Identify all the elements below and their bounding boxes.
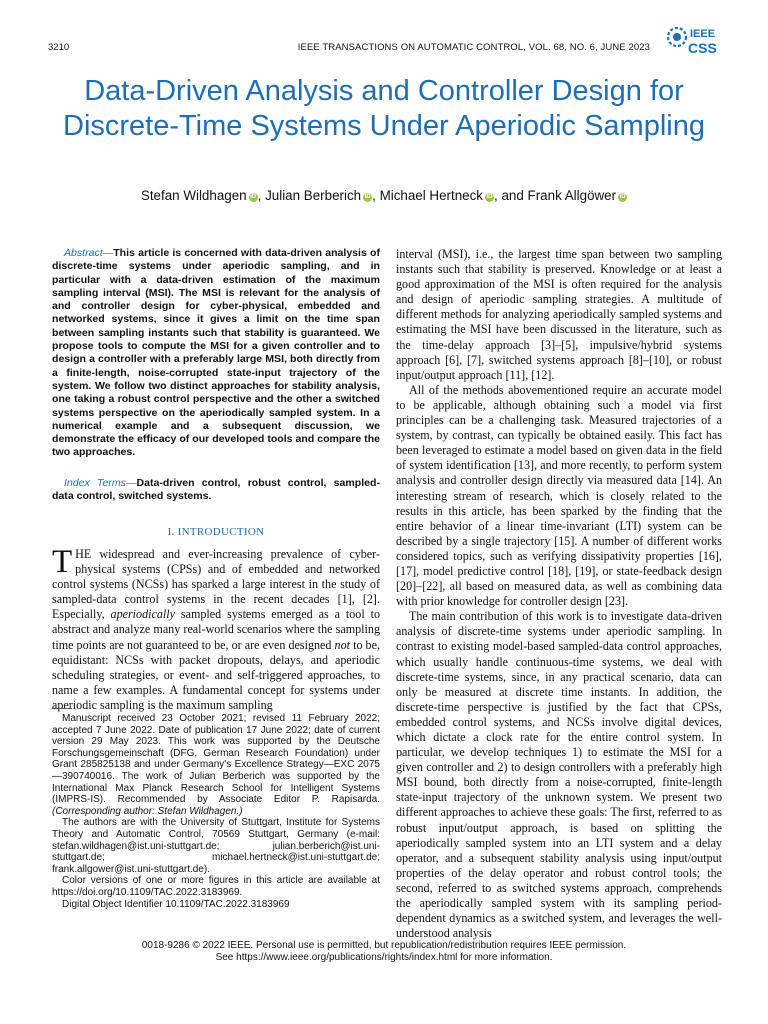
intro-text: widespread and ever-increasing prevalence of cyber-physical systems (CPSs) and of embedded and networked control systems (NCSs) has sparked a large interest in the study of sampled-data control systems in the recent decades [1], [2]. Especially, [52,547,380,622]
paper-title: Data-Driven Analysis and Controller Design for Discrete-Time Systems Under Aperiodic Sampling [63,75,705,142]
author-separator: , [372,188,380,203]
ieee-logo-icon [666,26,688,48]
index-terms-text: Data-driven control, robust control, sampled-data control, switched systems. [52,477,380,503]
introduction-paragraph [52,544,380,713]
author-name: Michael Hertneck [379,188,484,203]
body-paragraph: All of the methods abovementioned require an accurate model to be applicable, although obtaining such a model via first principles can be a challenging task. Measured trajectories of a system, by contrast, can typically be obtained easily. This fact has been leveraged to estimate a model based on given data in the field of system identification [13], and more recently, to perform system analysis and controller design directly via measured data [14]. An interesting stream of research, which is closely related to the results in this article, has been sparked by the finding that the entire behavior of a linear time-invariant (LTI) system can be described by a single trajectory [15]. A number of different works considered topics, such as verifying dissipativity properties [16], [17], model predictive control [18], [19], or state-feedback design [20]–[22], all based on measured data, as well as combining data with prior knowledge for controller design [23]. [396,382,722,609]
orcid-icon[interactable]: iD [486,194,493,200]
author-separator: , and [494,188,528,203]
intro-text: to be, equidistant: NCSs with packet dropouts, delays, and aperiodic scheduling strategies, or event- and self-triggered approaches, to name a few examples. A fundamental concept for systems under aperiodic sampling is the maximum sampling [52,637,380,712]
intro-text: sampled systems emerged as a tool to abstract and analyze many real-world scenarios where the sampling time points are not guaranteed to be, or are even designed [52,607,380,652]
author-separator: , [257,188,266,203]
abstract-text: This article is concerned with data-driven analysis of discrete-time systems under aperiodic sampling, and in particular with a data-driven estimation of the maximum sampling interval (MSI). The MSI is relevant for the analysis of and controller design for cyber-physical, embedded and networked systems, since it gives a limit on the time span between sampling instants such that stability is guaranteed. We propose tools to compute the MSI for a given controller and to design a controller with a preferably large MSI, both directly from a finite-length, noise-corrupted state-input trajectory of the system. We follow two distinct approaches for stability analysis, one taking a robust control perspective and the other a switched systems perspective on the aperiodically sampled system. In a numerical example and a subsequent discussion, we demonstrate the efficacy of our developed tools and compare the two approaches. [52,247,380,459]
intro-emphasis: not [334,637,351,652]
section-heading-rest: NTRODUCTION [181,526,265,538]
footnote-doi: Digital Object Identifier 10.1109/TAC.2022.3183969 [62,898,290,910]
section-heading-introduction [52,526,380,538]
footnotes [52,713,380,910]
copyright-line: 0018-9286 © 2022 IEEE. Personal use is permitted, but republication/redistribution requires IEEE permission. [141,940,627,951]
footnote-manuscript [52,713,380,817]
body-paragraph: The main contribution of this work is to investigate data-driven analysis of discrete-time systems under aperiodic sampling. In contrast to existing model-based sampled-data control approaches, which usually handle continuous-time systems, we deal with discrete-time systems, since, in any practical scenario, data can only be measured at discrete time instants. In addition, the discrete-time perspective is justified by the fact that CPSs, embedded control systems, and NCSs involve digital devices, which dictate a clock rate for the entire control system. In particular, we develop techniques 1) to estimate the MSI for a given controller and 2) to design controllers with a preferably high MSI bound, both directly from a noise-corrupted, finite-length state-input trajectory of the unknown system. We present two different approaches to achieve these goals: The first, referred to as robust input/output approach, is based on splitting the aperiodically sampled system into an LTI system and a delay operator, and a subsequent stability analysis using input/output properties of the delay operator and robust control tools; the second, referred to as switched systems approach, comprehends the aperiodically sampled system with its sampling period-dependent dynamics as a switched system, and leverages the well-understood analysis [396,609,722,941]
orcid-icon[interactable]: iD [250,194,257,200]
logo-css-text: CSS [688,40,717,56]
orcid-icon[interactable]: iD [364,194,371,200]
abstract-label: Abstract— [64,247,114,259]
intro-emphasis: aperiodically [110,607,175,622]
footnote-affiliation: The authors are with the University of Stuttgart, Institute for Systems Theory and Automatic Control, 70569 Stuttgart, Germany (e-mail: stefan.wildhagen@ist.uni-stuttgart.de; julian.berberich@ist.uni-stuttgart.de; michael.hertneck@ist.uni-stuttgart.de; frank.allgower@ist.uni-stuttgart.de). [52,817,380,875]
author-list [60,188,708,203]
author-name: Stefan Wildhagen [140,188,247,203]
section-number: I. [167,526,175,538]
author-name: Frank Allgöwer [527,188,617,203]
page-number: 3210 [48,42,70,53]
footnote-rule [52,708,72,709]
journal-header: IEEE TRANSACTIONS ON AUTOMATIC CONTROL, VOL. 68, NO. 6, JUNE 2023 [297,42,650,53]
footnote-color-versions[interactable]: Color versions of one or more figures in this article are available at https://doi.org/10.1109/TAC.2022.3183969. [52,875,380,898]
author-name: Julian Berberich [265,188,362,203]
index-terms-label: Index Terms— [64,477,137,489]
orcid-icon[interactable]: iD [619,194,626,200]
caps-run: HE [75,547,92,561]
corresponding-author: (Corresponding author: Stefan Wildhagen.) [52,805,243,817]
rights-link[interactable]: See https://www.ieee.org/publications/rights/index.html for more information. [215,952,553,963]
abstract [52,247,380,460]
ieee-css-logo [666,26,726,66]
footnote-text: Manuscript received 23 October 2021; revised 11 February 2022; accepted 7 June 2022. Date of publication 17 June 2022; date of current version 29 May 2023. This work was supported by the Deutsche Forschungsgemeinschaft (DFG, German Research Foundation) under Grant 285825138 and under Germany's Excellence Strategy—EXC 2075—390740016. The work of Julian Berberich was supported by the International Max Planck Research School for Intelligent Systems (IMPRS-IS). Recommended by Associate Editor P. Rapisarda. [52,713,380,806]
drop-cap: T [52,544,73,580]
logo-ieee-text: IEEE [690,28,716,40]
right-column [396,247,722,941]
section-heading-initial: I [177,526,182,538]
index-terms [52,477,380,504]
copyright-notice [60,940,708,964]
body-paragraph: interval (MSI), i.e., the largest time span between two sampling instants such that stability is preserved. Knowledge or at least a good approximation of the MSI is often required for the analysis and design of aperiodic sampling strategies. A multitude of different methods for analyzing aperiodically sampled systems and estimating the MSI have been discussed in the literature, such as the time-delay approach [3]–[5], impulsive/hybrid systems approach [6], [7], switched systems approach [8]–[10], or robust input/output approach [11], [12]. [396,247,722,382]
